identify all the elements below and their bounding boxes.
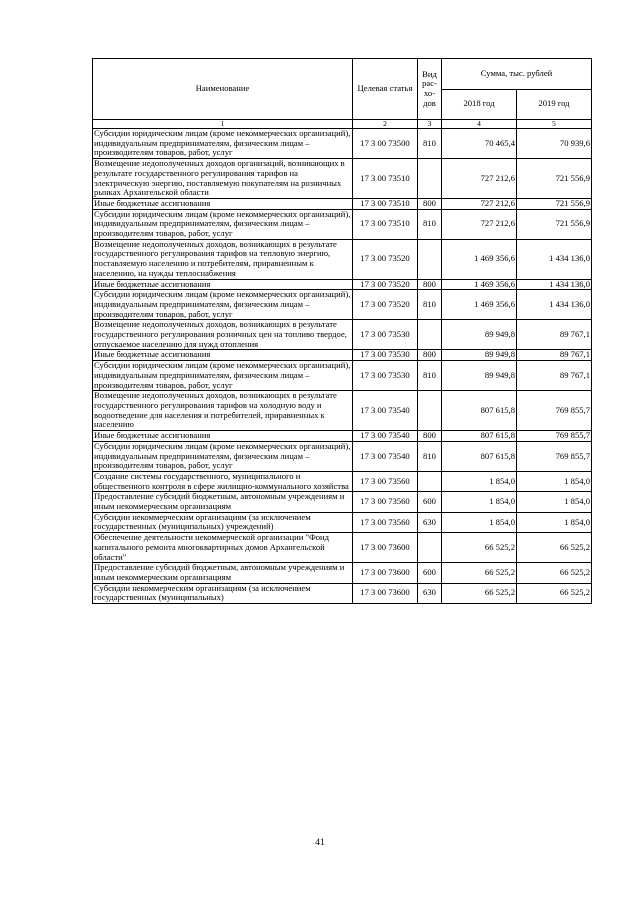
row-sum-2018: 727 212,6	[442, 159, 517, 199]
row-sum-2018: 89 949,8	[442, 350, 517, 361]
table-row	[93, 129, 592, 159]
table-row	[93, 239, 592, 279]
row-sum-2019: 1 854,0	[517, 471, 592, 491]
row-sum-2019: 1 434 136,0	[517, 290, 592, 320]
row-name: Субсидии некоммерческим организациям (за исключением государственных (муниципальных)	[93, 583, 353, 603]
row-name: Возмещение недополученных доходов, возникающих в результате государственного регулирования розничных цен на топливо твердое, отпускаемое населению для нужд отопления	[93, 320, 353, 350]
row-expense-type: 630	[418, 583, 442, 603]
row-target-article: 17 3 00 73520	[353, 290, 418, 320]
table-row	[93, 492, 592, 512]
row-sum-2018: 70 465,4	[442, 129, 517, 159]
row-expense-type	[418, 391, 442, 431]
header-year-2018: 2018 год	[442, 89, 517, 120]
row-sum-2018: 89 949,8	[442, 320, 517, 350]
table-row	[93, 441, 592, 471]
row-sum-2018: 1 469 356,6	[442, 290, 517, 320]
row-target-article: 17 3 00 73510	[353, 209, 418, 239]
row-target-article: 17 3 00 73530	[353, 350, 418, 361]
row-sum-2019: 66 525,2	[517, 583, 592, 603]
row-expense-type: 810	[418, 209, 442, 239]
row-target-article: 17 3 00 73560	[353, 471, 418, 491]
table-row	[93, 350, 592, 361]
row-sum-2019: 70 939,6	[517, 129, 592, 159]
row-sum-2018: 807 615,8	[442, 431, 517, 442]
row-target-article: 17 3 00 73530	[353, 361, 418, 391]
table-row	[93, 512, 592, 532]
row-expense-type: 600	[418, 492, 442, 512]
table-row	[93, 391, 592, 431]
row-sum-2018: 1 854,0	[442, 512, 517, 532]
table-body	[93, 129, 592, 604]
row-sum-2018: 807 615,8	[442, 391, 517, 431]
row-expense-type	[418, 533, 442, 563]
row-target-article: 17 3 00 73540	[353, 431, 418, 442]
row-name: Иные бюджетные ассигнования	[93, 350, 353, 361]
row-sum-2019: 89 767,1	[517, 320, 592, 350]
row-sum-2018: 807 615,8	[442, 441, 517, 471]
row-sum-2019: 66 525,2	[517, 533, 592, 563]
table-row	[93, 563, 592, 583]
row-expense-type: 810	[418, 290, 442, 320]
header-target-article: Целевая статья	[353, 59, 418, 120]
row-name: Обеспечение деятельности некоммерческой организации "Фонд капитального ремонта многоквартирных домов Архангельской области"	[93, 533, 353, 563]
row-target-article: 17 3 00 73510	[353, 198, 418, 209]
row-expense-type: 630	[418, 512, 442, 532]
row-name: Субсидии юридическим лицам (кроме некоммерческих организаций), индивидуальным предпринимателям, физическим лицам – производителям товаров, работ, услуг	[93, 209, 353, 239]
row-name: Иные бюджетные ассигнования	[93, 279, 353, 290]
row-expense-type: 810	[418, 129, 442, 159]
row-expense-type: 800	[418, 350, 442, 361]
column-number: 3	[418, 120, 442, 129]
table-row	[93, 290, 592, 320]
row-expense-type	[418, 159, 442, 199]
table-row	[93, 533, 592, 563]
row-expense-type	[418, 471, 442, 491]
row-expense-type: 800	[418, 198, 442, 209]
row-name: Иные бюджетные ассигнования	[93, 431, 353, 442]
row-target-article: 17 3 00 73540	[353, 441, 418, 471]
row-target-article: 17 3 00 73540	[353, 391, 418, 431]
header-name: Наименование	[93, 59, 353, 120]
row-target-article: 17 3 00 73520	[353, 279, 418, 290]
row-expense-type: 800	[418, 431, 442, 442]
row-name: Предоставление субсидий бюджетным, автономным учреждениям и иным некоммерческим организациям	[93, 492, 353, 512]
table-row	[93, 431, 592, 442]
row-target-article: 17 3 00 73560	[353, 492, 418, 512]
row-sum-2018: 1 469 356,6	[442, 279, 517, 290]
row-name: Предоставление субсидий бюджетным, автономным учреждениям и иным некоммерческим организациям	[93, 563, 353, 583]
row-name: Возмещение недополученных доходов, возникающих в результате государственного регулирования тарифов на холодную воду и водоотведение для населения и потребителей, приравненных к населению	[93, 391, 353, 431]
row-sum-2018: 66 525,2	[442, 533, 517, 563]
table-row	[93, 279, 592, 290]
row-target-article: 17 3 00 73530	[353, 320, 418, 350]
row-sum-2019: 1 854,0	[517, 512, 592, 532]
table-row	[93, 361, 592, 391]
row-sum-2019: 721 556,9	[517, 209, 592, 239]
row-sum-2019: 1 434 136,0	[517, 239, 592, 279]
row-sum-2019: 769 855,7	[517, 441, 592, 471]
table-row	[93, 159, 592, 199]
table-row	[93, 209, 592, 239]
row-sum-2018: 66 525,2	[442, 583, 517, 603]
row-sum-2018: 1 854,0	[442, 492, 517, 512]
table-row	[93, 320, 592, 350]
row-sum-2018: 89 949,8	[442, 361, 517, 391]
row-name: Субсидии юридическим лицам (кроме некоммерческих организаций), индивидуальным предпринимателям, физическим лицам – производителям товаров, работ, услуг	[93, 129, 353, 159]
header-year-2019: 2019 год	[517, 89, 592, 120]
row-name: Субсидии юридическим лицам (кроме некоммерческих организаций), индивидуальным предпринимателям, физическим лицам – производителям товаров, работ, услуг	[93, 290, 353, 320]
row-sum-2018: 1 469 356,6	[442, 239, 517, 279]
row-sum-2019: 769 855,7	[517, 391, 592, 431]
row-target-article: 17 3 00 73600	[353, 563, 418, 583]
row-expense-type	[418, 239, 442, 279]
table-row	[93, 198, 592, 209]
budget-table	[92, 58, 592, 604]
row-expense-type: 810	[418, 441, 442, 471]
row-name: Возмещение недополученных доходов, возникающих в результате государственного регулирования тарифов на тепловую энергию, поставляемую населению и потребителям, приравненным к населению, на нужды теплоснабжения	[93, 239, 353, 279]
header-sum: Сумма, тыс. рублей	[442, 59, 592, 90]
row-target-article: 17 3 00 73600	[353, 533, 418, 563]
row-name: Субсидии юридическим лицам (кроме некоммерческих организаций), индивидуальным предпринимателям, физическим лицам – производителям товаров, работ, услуг	[93, 441, 353, 471]
row-name: Возмещение недополученных доходов организаций, возникающих в результате государственного регулирования тарифов на электрическую энергию, поставляемую покупателям на розничных рынках Архангельской области	[93, 159, 353, 199]
row-name: Субсидии некоммерческим организациям (за исключением государственных (муниципальных) учреждений)	[93, 512, 353, 532]
column-number: 4	[442, 120, 517, 129]
table-row	[93, 583, 592, 603]
column-number: 1	[93, 120, 353, 129]
row-sum-2018: 727 212,6	[442, 209, 517, 239]
row-sum-2018: 727 212,6	[442, 198, 517, 209]
row-expense-type: 800	[418, 279, 442, 290]
row-target-article: 17 3 00 73510	[353, 159, 418, 199]
row-sum-2019: 66 525,2	[517, 563, 592, 583]
row-expense-type	[418, 320, 442, 350]
table-row	[93, 471, 592, 491]
row-sum-2019: 1 854,0	[517, 492, 592, 512]
row-sum-2019: 769 855,7	[517, 431, 592, 442]
header-expense-type: Вид рас-хо-дов	[418, 59, 442, 120]
row-target-article: 17 3 00 73500	[353, 129, 418, 159]
row-target-article: 17 3 00 73560	[353, 512, 418, 532]
row-expense-type: 810	[418, 361, 442, 391]
row-sum-2018: 1 854,0	[442, 471, 517, 491]
row-expense-type: 600	[418, 563, 442, 583]
row-sum-2019: 1 434 136,0	[517, 279, 592, 290]
page-number: 41	[315, 838, 325, 848]
row-sum-2019: 89 767,1	[517, 361, 592, 391]
column-number: 5	[517, 120, 592, 129]
row-name: Субсидии юридическим лицам (кроме некоммерческих организаций), индивидуальным предпринимателям, физическим лицам – производителям товаров, работ, услуг	[93, 361, 353, 391]
row-name: Создание системы государственного, муниципального и общественного контроля в сфере жилищно-коммунального хозяйства	[93, 471, 353, 491]
row-sum-2019: 721 556,9	[517, 159, 592, 199]
row-sum-2018: 66 525,2	[442, 563, 517, 583]
row-target-article: 17 3 00 73600	[353, 583, 418, 603]
row-target-article: 17 3 00 73520	[353, 239, 418, 279]
column-number: 2	[353, 120, 418, 129]
row-sum-2019: 89 767,1	[517, 350, 592, 361]
row-sum-2019: 721 556,9	[517, 198, 592, 209]
row-name: Иные бюджетные ассигнования	[93, 198, 353, 209]
